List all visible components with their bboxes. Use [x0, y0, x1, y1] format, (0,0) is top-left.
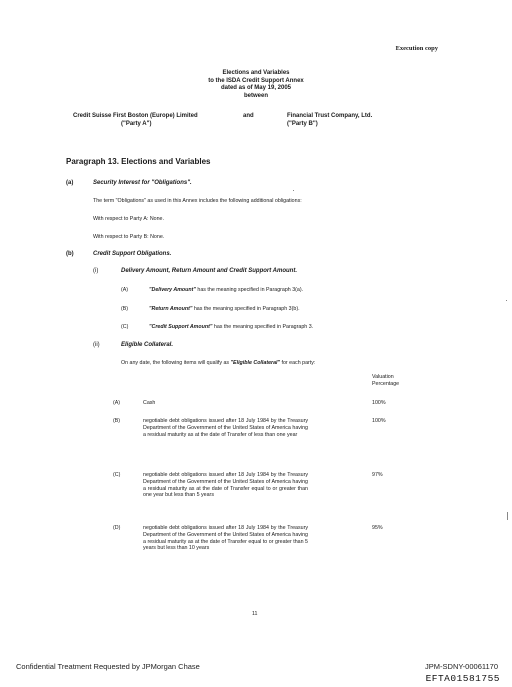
defined-term: "Credit Support Amount"	[149, 324, 213, 330]
item-marker: (B)	[121, 306, 129, 312]
item-text: has the meaning specified in Paragraph 3.	[213, 324, 314, 330]
party-b-name: Financial Trust Company, Ltd.	[287, 113, 373, 119]
collateral-row-text: negotiable debt obligations issued after 18 July 1984 by the Treasury Department of the Government of the United States of America having a residual maturity as at the date of Transfer equal to or greater than 5 years but less than 10 years	[143, 525, 308, 552]
valuation-percentage-header	[372, 374, 399, 388]
bates-code: JPM-SDNY-00061170	[425, 662, 498, 671]
subsection-i-marker: (i)	[93, 268, 99, 274]
section-a-party-b: With respect to Party B: None.	[93, 234, 165, 240]
title-line: Elections and Variables	[222, 70, 290, 76]
column-header-line: Valuation	[372, 374, 394, 380]
defined-term: "Delivery Amount"	[149, 287, 196, 293]
collateral-row-text: negotiable debt obligations issued after 18 July 1984 by the Treasury Department of the Government of the United States of America having a residual maturity as at the date of Transfer equal to or greater than one year but less than 5 years	[143, 472, 308, 499]
collateral-row-pct: 95%	[372, 525, 383, 531]
subsection-ii-title: Eligible Collateral.	[121, 342, 174, 348]
execution-copy-stamp: Execution copy	[395, 45, 438, 52]
item-text: has the meaning specified in Paragraph 3(b).	[193, 306, 300, 312]
paragraph-heading: Paragraph 13. Elections and Variables	[66, 157, 211, 166]
scan-speck	[293, 190, 294, 191]
intro-text: On any date, the following items will qualify as	[121, 360, 230, 366]
document-title	[0, 70, 512, 100]
party-a-label: ("Party A")	[121, 120, 152, 127]
item-marker: (C)	[121, 324, 129, 330]
party-connector: and	[243, 113, 254, 119]
collateral-row-pct: 100%	[372, 400, 386, 406]
item-text: has the meaning specified in Paragraph 3(a).	[197, 287, 304, 293]
collateral-row-marker: (B)	[113, 418, 121, 424]
subsection-i-item	[121, 306, 128, 313]
section-a-party-a: With respect to Party A: None.	[93, 216, 164, 222]
subsection-i-item	[121, 287, 128, 294]
collateral-row-pct: 97%	[372, 472, 383, 478]
subsection-i-item-text	[149, 306, 300, 313]
intro-text: for each party:	[281, 360, 316, 366]
section-a-marker: (a)	[66, 180, 74, 186]
collateral-row-pct: 100%	[372, 418, 386, 424]
party-b-label: ("Party B")	[287, 120, 318, 127]
section-b-title: Credit Support Obligations.	[93, 251, 172, 257]
party-a-name: Credit Suisse First Boston (Europe) Limited	[73, 113, 198, 119]
title-line: to the ISDA Credit Support Annex	[208, 77, 304, 84]
subsection-i-item-text	[149, 324, 313, 331]
collateral-row-marker: (D)	[113, 525, 121, 531]
subsection-ii-marker: (ii)	[93, 342, 100, 348]
defined-term: "Eligible Collateral"	[230, 360, 281, 366]
confidential-footer: Confidential Treatment Requested by JPMorgan Chase	[16, 662, 200, 671]
title-line: dated as of May 19, 2005	[220, 85, 292, 91]
column-header-line: Percentage	[372, 380, 400, 387]
collateral-row-marker: (A)	[113, 400, 121, 406]
collateral-row-text: negotiable debt obligations issued after 18 July 1984 by the Treasury Department of the Government of the United States of America having a residual maturity as at the date of Transfer of less than one year	[143, 418, 308, 438]
collateral-row-marker: (C)	[113, 472, 121, 478]
defined-term: "Return Amount"	[149, 306, 193, 312]
collateral-row-text: Cash	[143, 400, 156, 406]
title-line: between	[243, 92, 268, 99]
page-number: 11	[252, 611, 258, 617]
scan-speck	[507, 512, 508, 520]
subsection-ii-intro	[121, 360, 315, 367]
party-a-block	[73, 113, 198, 128]
section-b-marker: (b)	[66, 251, 74, 257]
party-b-block	[287, 113, 372, 128]
subsection-i-item-text	[149, 287, 303, 294]
section-a-body: The term "Obligations" as used in this Annex includes the following additional obligations:	[93, 198, 302, 204]
subsection-i-item	[121, 324, 128, 331]
subsection-i-title: Delivery Amount, Return Amount and Credit Support Amount.	[121, 268, 297, 274]
section-a-title: Security Interest for "Obligations".	[93, 180, 192, 186]
efta-number: EFTA01581755	[425, 673, 500, 684]
scan-speck	[506, 300, 507, 301]
item-marker: (A)	[121, 287, 129, 293]
